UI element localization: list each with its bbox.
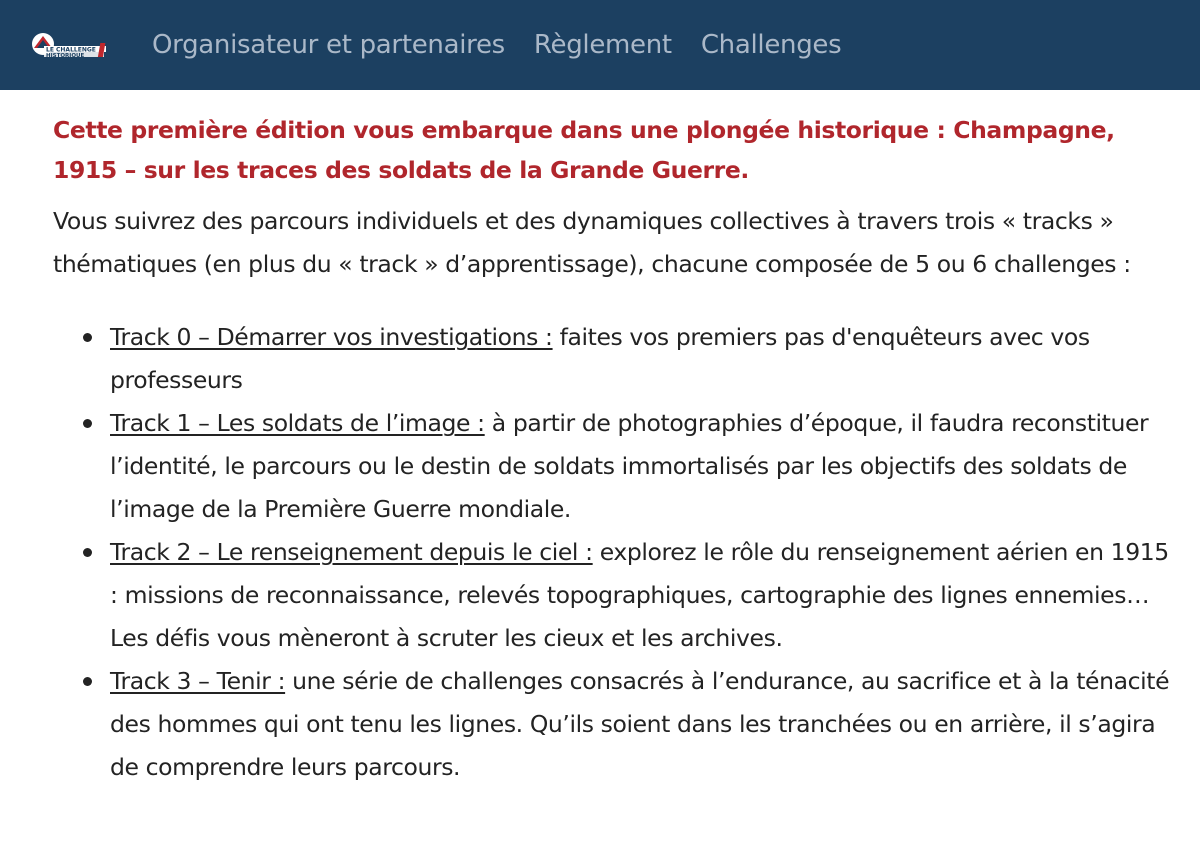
nav-link-organisateur[interactable]: Organisateur et partenaires [152,30,505,60]
list-item [110,316,1170,402]
lead-paragraph: Cette première édition vous embarque dans une plongée historique : Champagne, 1915 – sur les traces des soldats de la Grande Guerre. [53,116,1115,184]
track-3-link[interactable]: Track 3 – Tenir : [110,667,286,695]
track-0-link[interactable]: Track 0 – Démarrer vos investigations : [110,323,553,351]
tracks-list [53,316,1170,789]
nav-link-challenges[interactable]: Challenges [700,30,842,60]
bullet-icon [83,419,92,428]
svg-text:HISTORIQUE: HISTORIQUE [46,52,85,59]
main-content [0,90,1200,789]
list-item [110,402,1170,531]
bullet-icon [83,333,92,342]
track-0-description: faites vos premiers pas d'enquêteurs avec vos professeurs [110,323,1090,394]
bullet-icon [83,548,92,557]
top-navbar [0,0,1200,90]
nav-links [152,30,870,60]
track-2-description: explorez le rôle du renseignement aérien en 1915 : missions de reconnaissance, relevés topographiques, cartographie des lignes ennemies… Les défis vous mèneront à scruter les cieux et les archives. [110,538,1169,652]
track-1-description: à partir de photographies d’époque, il faudra reconstituer l’identité, le parcours ou le destin de soldats immortalisés par les objectifs des soldats de l’image de la Première Guerre mondiale. [110,409,1149,523]
ctf-logo-icon[interactable] [30,28,112,62]
intro-paragraph: Vous suivrez des parcours individuels et des dynamiques collectives à travers trois « tracks » thématiques (en plus du « track » d’apprentissage), chacune composée de 5 ou 6 challenges : [53,207,1131,278]
track-3-description: une série de challenges consacrés à l’endurance, au sacrifice et à la ténacité des hommes qui ont tenu les lignes. Qu’ils soient dans les tranchées ou en arrière, il s’agira de comprendre leurs parcours. [110,667,1170,781]
track-1-link[interactable]: Track 1 – Les soldats de l’image : [110,409,485,437]
bullet-icon [83,677,92,686]
nav-link-reglement[interactable]: Règlement [533,30,672,60]
track-2-link[interactable]: Track 2 – Le renseignement depuis le ciel : [110,538,593,566]
list-item [110,660,1170,789]
list-item [110,531,1170,660]
svg-text:LE CHALLENGE: LE CHALLENGE [46,46,96,54]
